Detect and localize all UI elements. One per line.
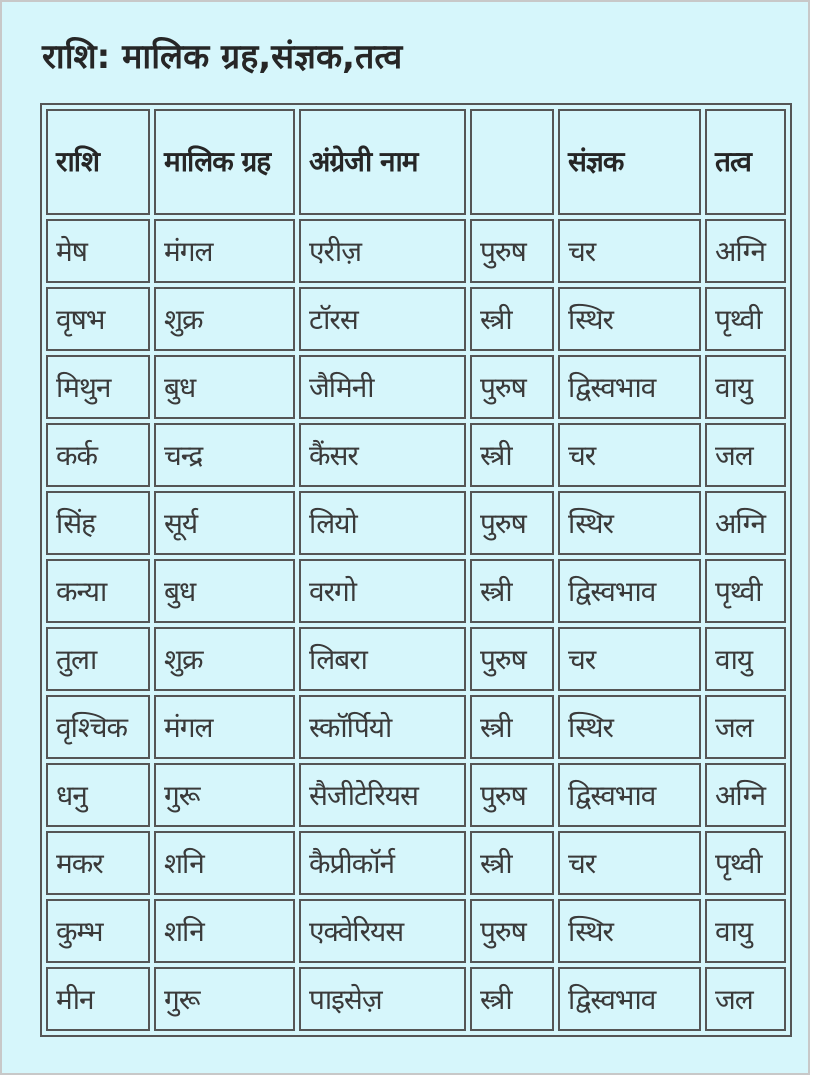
cell-modality: स्थिर (558, 287, 701, 351)
cell-modality: द्विस्वभाव (558, 967, 701, 1031)
cell-gender: पुरुष (470, 219, 554, 283)
header-element: तत्व (705, 109, 786, 215)
header-modality: संज्ञक (558, 109, 701, 215)
table-row (46, 831, 786, 895)
cell-gender: स्त्री (470, 287, 554, 351)
cell-gender: स्त्री (470, 695, 554, 759)
cell-element: वायु (705, 355, 786, 419)
cell-english-name: पाइसेज़ (299, 967, 466, 1031)
cell-ruling-planet: शनि (154, 831, 295, 895)
zodiac-table (40, 103, 792, 1037)
table-row (46, 287, 786, 351)
cell-ruling-planet: बुध (154, 355, 295, 419)
cell-modality: द्विस्वभाव (558, 355, 701, 419)
cell-ruling-planet: चन्द्र (154, 423, 295, 487)
cell-ruling-planet: शुक्र (154, 287, 295, 351)
page-title: राशि: मालिक ग्रह,संज्ञक,तत्व (42, 37, 403, 77)
cell-element: जल (705, 695, 786, 759)
table-row (46, 967, 786, 1031)
table-row (46, 763, 786, 827)
cell-modality: चर (558, 627, 701, 691)
cell-ruling-planet: मंगल (154, 695, 295, 759)
cell-rashi: वृषभ (46, 287, 150, 351)
cell-english-name: जैमिनी (299, 355, 466, 419)
cell-rashi: कुम्भ (46, 899, 150, 963)
cell-english-name: एक्वेरियस (299, 899, 466, 963)
cell-english-name: लिबरा (299, 627, 466, 691)
cell-element: वायु (705, 899, 786, 963)
cell-english-name: टॉरस (299, 287, 466, 351)
cell-english-name: कैप्रीकॉर्न (299, 831, 466, 895)
cell-rashi: मकर (46, 831, 150, 895)
cell-rashi: कर्क (46, 423, 150, 487)
cell-gender: स्त्री (470, 559, 554, 623)
header-rashi: राशि (46, 109, 150, 215)
cell-rashi: कन्या (46, 559, 150, 623)
cell-element: जल (705, 967, 786, 1031)
cell-element: पृथ्वी (705, 559, 786, 623)
cell-gender: स्त्री (470, 831, 554, 895)
cell-element: अग्नि (705, 491, 786, 555)
cell-rashi: वृश्चिक (46, 695, 150, 759)
table-row (46, 423, 786, 487)
cell-english-name: कैंसर (299, 423, 466, 487)
table-row (46, 491, 786, 555)
table-row (46, 559, 786, 623)
cell-rashi: मीन (46, 967, 150, 1031)
cell-gender: स्त्री (470, 967, 554, 1031)
cell-element: पृथ्वी (705, 831, 786, 895)
cell-english-name: वरगो (299, 559, 466, 623)
cell-gender: स्त्री (470, 423, 554, 487)
cell-modality: चर (558, 423, 701, 487)
cell-ruling-planet: शनि (154, 899, 295, 963)
cell-rashi: मेष (46, 219, 150, 283)
cell-element: वायु (705, 627, 786, 691)
cell-english-name: स्कॉर्पियो (299, 695, 466, 759)
cell-gender: पुरुष (470, 899, 554, 963)
header-gender (470, 109, 554, 215)
cell-rashi: मिथुन (46, 355, 150, 419)
cell-ruling-planet: शुक्र (154, 627, 295, 691)
table-row (46, 355, 786, 419)
cell-modality: द्विस्वभाव (558, 763, 701, 827)
cell-modality: चर (558, 219, 701, 283)
cell-ruling-planet: गुरू (154, 967, 295, 1031)
cell-gender: पुरुष (470, 355, 554, 419)
header-english-name: अंग्रेजी नाम (299, 109, 466, 215)
cell-gender: पुरुष (470, 627, 554, 691)
cell-element: अग्नि (705, 219, 786, 283)
table-row (46, 219, 786, 283)
cell-modality: स्थिर (558, 899, 701, 963)
table-row (46, 695, 786, 759)
cell-english-name: सैजीटेरियस (299, 763, 466, 827)
header-ruling-planet: मालिक ग्रह (154, 109, 295, 215)
cell-ruling-planet: बुध (154, 559, 295, 623)
cell-gender: पुरुष (470, 763, 554, 827)
cell-modality: द्विस्वभाव (558, 559, 701, 623)
table-row (46, 899, 786, 963)
cell-rashi: सिंह (46, 491, 150, 555)
cell-ruling-planet: सूर्य (154, 491, 295, 555)
table-body (46, 219, 786, 1031)
cell-element: अग्नि (705, 763, 786, 827)
table-header-row (46, 109, 786, 215)
cell-modality: स्थिर (558, 491, 701, 555)
cell-modality: चर (558, 831, 701, 895)
cell-modality: स्थिर (558, 695, 701, 759)
cell-element: पृथ्वी (705, 287, 786, 351)
cell-ruling-planet: मंगल (154, 219, 295, 283)
cell-rashi: धनु (46, 763, 150, 827)
cell-ruling-planet: गुरू (154, 763, 295, 827)
cell-english-name: एरीज़ (299, 219, 466, 283)
cell-english-name: लियो (299, 491, 466, 555)
cell-gender: पुरुष (470, 491, 554, 555)
cell-rashi: तुला (46, 627, 150, 691)
table-row (46, 627, 786, 691)
cell-element: जल (705, 423, 786, 487)
